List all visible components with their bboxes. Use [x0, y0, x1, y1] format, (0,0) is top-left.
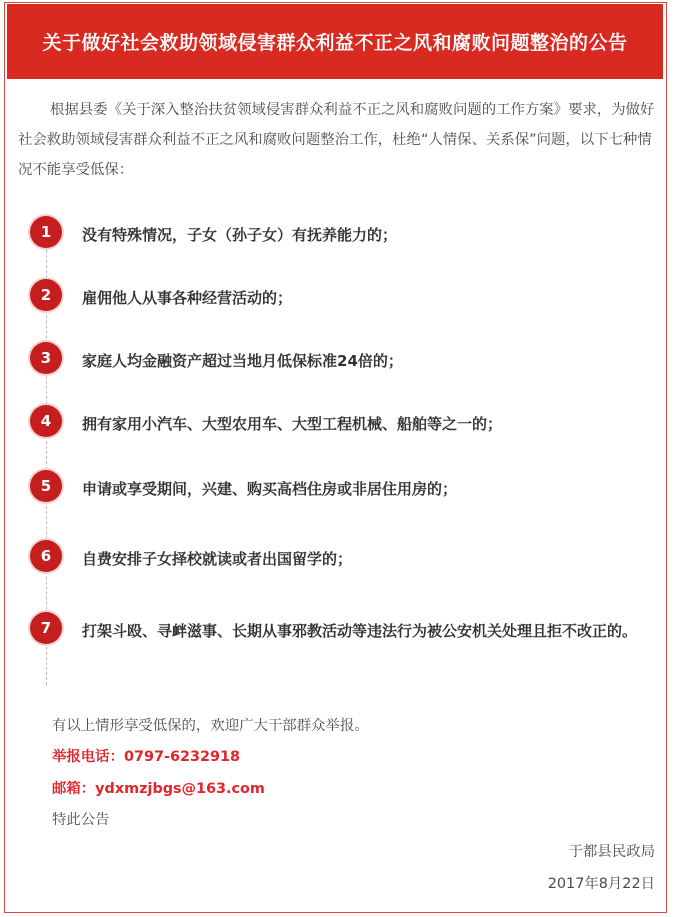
number-badge: 6: [30, 540, 62, 572]
number-badge: 5: [30, 470, 62, 502]
number-badge: 4: [30, 405, 62, 437]
list-item-text: 自费安排子女择校就读或者出国留学的；: [82, 550, 353, 568]
page-title: 关于做好社会救助领域侵害群众利益不正之风和腐败问题整治的公告: [7, 4, 663, 79]
report-invitation: 有以上情形享受低保的，欢迎广大干部群众举报。: [52, 718, 369, 734]
issuing-organization: 于都县民政局: [568, 844, 655, 860]
list-item-text: 申请或享受期间，兴建、购买高档住房或非居住用房的；: [82, 480, 458, 498]
number-badge: 7: [30, 612, 62, 644]
list-item-text: 没有特殊情况，子女（孙子女）有抚养能力的；: [82, 226, 398, 244]
list-item-text: 拥有家用小汽车、大型农用车、大型工程机械、船舶等之一的；: [82, 415, 503, 433]
issue-date: 2017年8月22日: [547, 876, 655, 892]
closing-text: 特此公告: [52, 812, 110, 828]
list-item-text: 打架斗殴、寻衅滋事、长期从事邪教活动等违法行为被公安机关处理且拒不改正的。: [82, 622, 638, 640]
list-item-text: 雇佣他人从事各种经营活动的；: [82, 289, 293, 307]
report-phone: 举报电话：0797-6232918: [52, 749, 241, 765]
intro-paragraph: 根据县委《关于深入整治扶贫领域侵害群众利益不正之风和腐败问题的工作方案》要求，为做好社会救助领域侵害群众利益不正之风和腐败问题整治工作，杜绝“人情保、关系保”问题，以下七种情况不能享受低保：: [18, 102, 655, 178]
number-badge: 2: [30, 279, 62, 311]
number-badge: 1: [30, 216, 62, 248]
report-email: 邮箱：ydxmzjbgs@163.com: [52, 781, 265, 797]
list-item-text: 家庭人均金融资产超过当地月低保标准24倍的；: [82, 352, 403, 370]
number-badge: 3: [30, 342, 62, 374]
